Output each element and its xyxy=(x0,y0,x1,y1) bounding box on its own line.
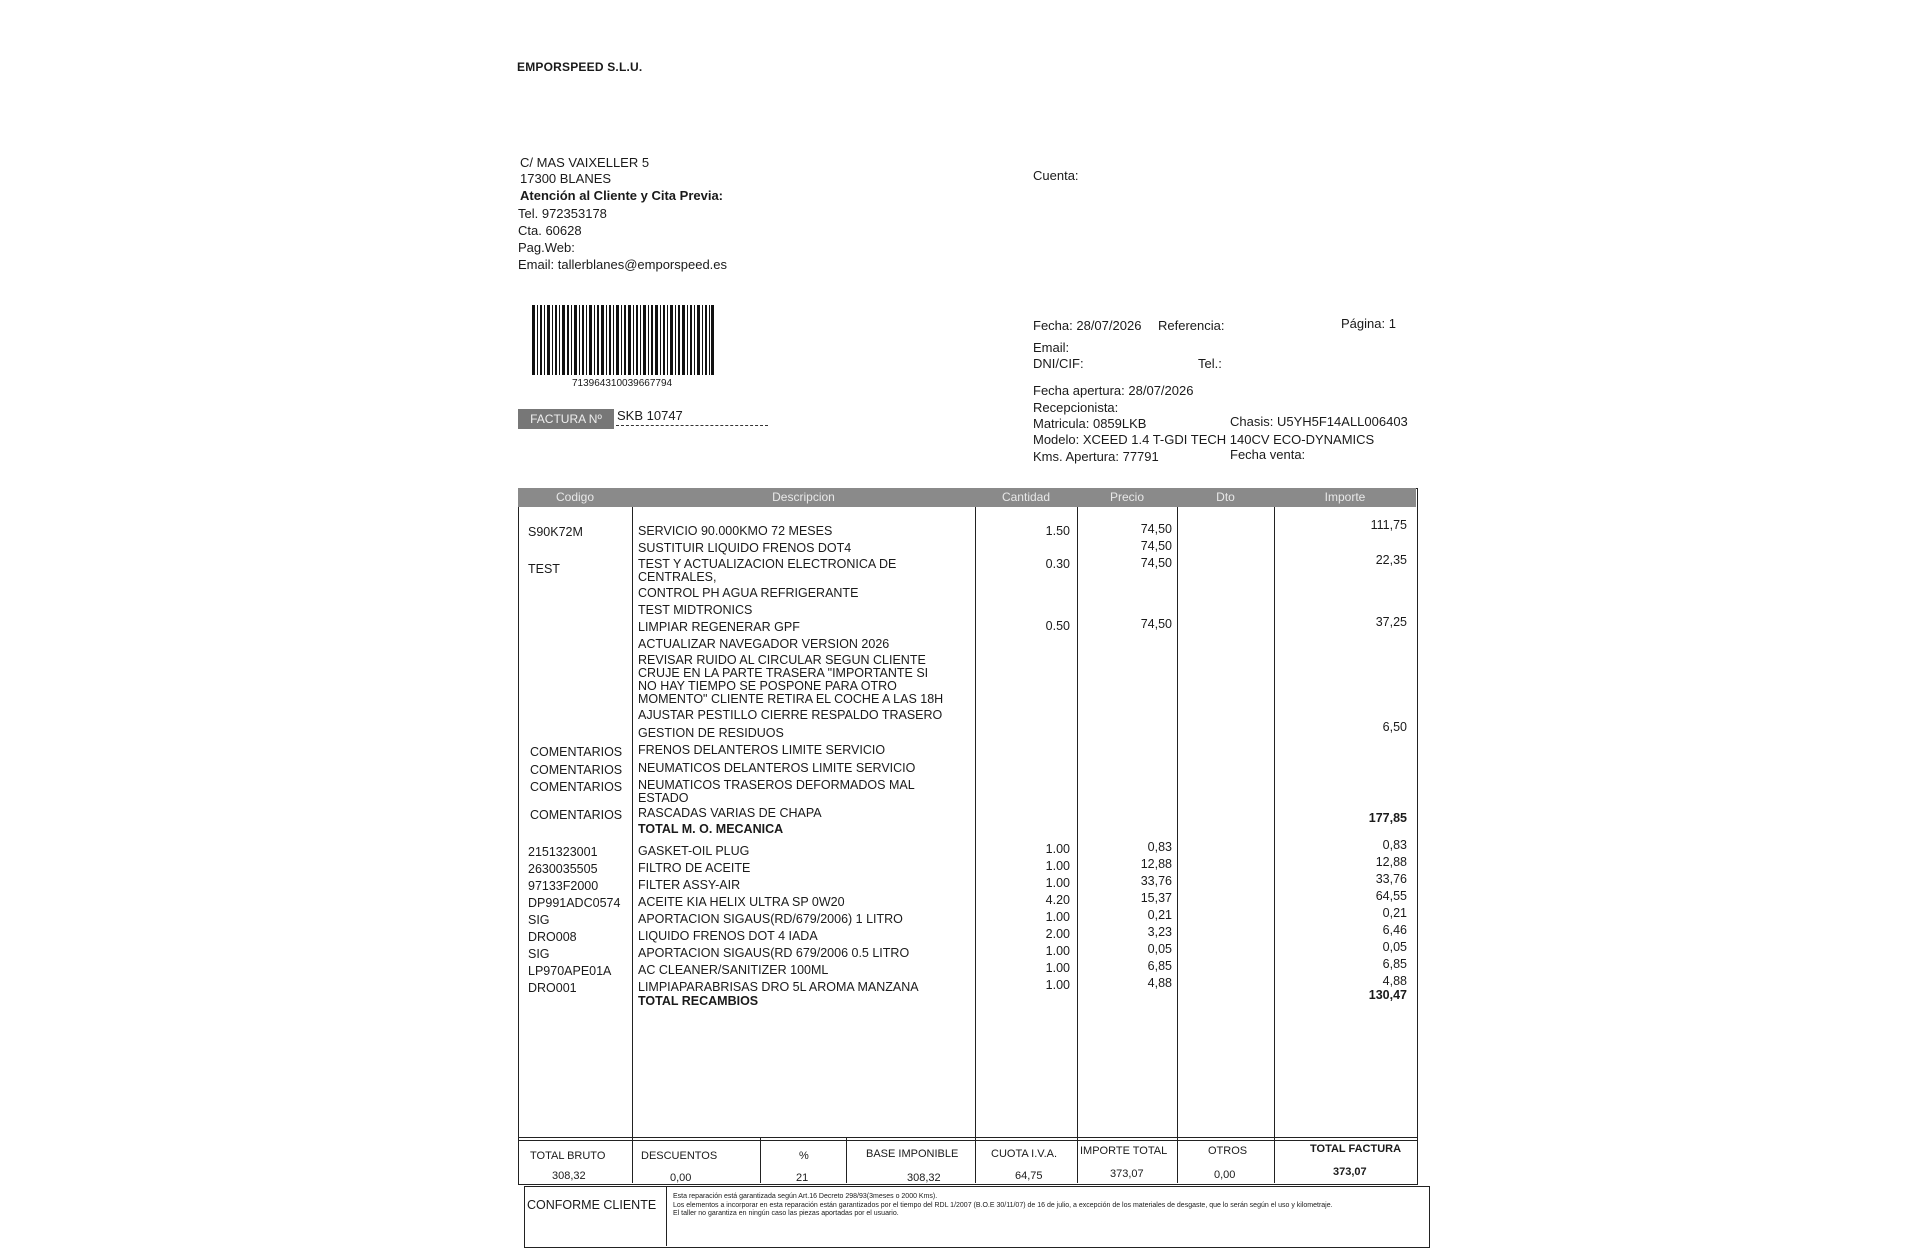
row-6-importe: 37,25 xyxy=(1375,615,1407,629)
row-21-codigo: DRO008 xyxy=(528,930,577,944)
conforme-divider xyxy=(666,1186,667,1246)
divider-codigo xyxy=(632,507,633,1139)
row-17-precio: 12,88 xyxy=(1140,857,1172,871)
total-factura-value: 373,07 xyxy=(1333,1166,1367,1178)
legal-notice: Esta reparación está garantizada según Art.16 Decreto 298/93(3meses o 2000 Kms). Los elementos a incorporar en esta reparación están garantizados por el tiempo del RDL 1/2007 (B.O.E 30/11/07) de 16 de julio, a excepción de los materiales de desgaste, que lo serán según el uso y kilometraje. El taller no garantiza en ningún caso las piezas aportadas por el usuario. xyxy=(673,1193,1333,1217)
totals-div-3 xyxy=(846,1137,847,1183)
row-10-importe: 6,50 xyxy=(1382,720,1407,734)
row-24-codigo: DRO001 xyxy=(528,981,577,995)
row-3-importe: 22,35 xyxy=(1375,553,1407,567)
row-17-descripcion: FILTRO DE ACEITE xyxy=(638,861,751,875)
row-23-descripcion: AC CLEANER/SANITIZER 100ML xyxy=(638,963,829,977)
barcode-number: 713964310039667794 xyxy=(572,378,673,389)
row-1-precio: 74,50 xyxy=(1140,522,1172,536)
address-cta: Cta. 60628 xyxy=(518,223,582,238)
row-12-descripcion: NEUMATICOS DELANTEROS LIMITE SERVICIO xyxy=(638,761,916,775)
row-18-descripcion: FILTER ASSY-AIR xyxy=(638,878,741,892)
descuentos-label: DESCUENTOS xyxy=(641,1150,718,1162)
company-name: EMPORSPEED S.L.U. xyxy=(517,60,643,74)
row-1-importe: 111,75 xyxy=(1370,518,1407,532)
row-14-descripcion: RASCADAS VARIAS DE CHAPA xyxy=(638,806,822,820)
row-23-precio: 6,85 xyxy=(1147,959,1172,973)
row-3-cantidad: 0.30 xyxy=(1045,557,1070,571)
row-8-descripcion: REVISAR RUIDO AL CIRCULAR SEGUN CLIENTE CRUJE EN LA PARTE TRASERA "IMPORTANTE SI NO HAY TIEMPO SE POSPONE PARA OTRO MOMENTO" CLIENTE RETIRA EL COCHE A LAS 18H xyxy=(638,653,944,706)
row-12-codigo: COMENTARIOS xyxy=(530,763,623,777)
row-16-cantidad: 1.00 xyxy=(1045,842,1070,856)
row-3-descripcion: TEST Y ACTUALIZACION ELECTRONICA DE CENTRALES, xyxy=(638,557,897,584)
row-23-cantidad: 1.00 xyxy=(1045,961,1070,975)
row-14-importe: 177,85 xyxy=(1368,811,1407,825)
row-6-precio: 74,50 xyxy=(1140,617,1172,631)
otros-value: 0,00 xyxy=(1214,1169,1236,1181)
address-street: C/ MAS VAIXELLER 5 xyxy=(520,155,650,170)
matricula: Matricula: 0859LKB xyxy=(1033,416,1147,431)
divider-cantidad xyxy=(1077,507,1078,1139)
header-cantidad: Cantidad xyxy=(1001,490,1051,504)
total-recambios-value: 130,47 xyxy=(1368,988,1407,1002)
totals-div-4 xyxy=(975,1137,976,1183)
row-17-cantidad: 1.00 xyxy=(1045,859,1070,873)
barcode-image xyxy=(532,305,714,375)
chasis: Chasis: U5YH5F14ALL006403 xyxy=(1230,414,1408,429)
otros-label: OTROS xyxy=(1208,1145,1248,1157)
row-22-precio: 0,05 xyxy=(1147,942,1172,956)
divider-precio xyxy=(1177,507,1178,1139)
row-19-importe: 64,55 xyxy=(1375,889,1407,903)
referencia-label: Referencia: xyxy=(1158,318,1225,333)
row-1-descripcion: SERVICIO 90.000KMO 72 MESES xyxy=(638,524,833,538)
base-imponible-label: BASE IMPONIBLE xyxy=(866,1148,959,1160)
pagina: Página: 1 xyxy=(1341,316,1396,331)
fecha: Fecha: 28/07/2026 xyxy=(1033,318,1142,333)
fecha-apertura: Fecha apertura: 28/07/2026 xyxy=(1033,383,1194,398)
row-3-codigo: TEST xyxy=(528,562,560,576)
header-dto: Dto xyxy=(1216,490,1235,504)
row-19-descripcion: ACEITE KIA HELIX ULTRA SP 0W20 xyxy=(638,895,845,909)
row-4-descripcion: CONTROL PH AGUA REFRIGERANTE xyxy=(638,586,859,600)
row-18-codigo: 97133F2000 xyxy=(528,879,599,893)
row-23-codigo: LP970APE01A xyxy=(528,964,612,978)
tel-label: Tel.: xyxy=(1198,356,1222,371)
row-6-descripcion: LIMPIAR REGENERAR GPF xyxy=(638,620,800,634)
pct-value: 21 xyxy=(796,1172,809,1184)
row-18-precio: 33,76 xyxy=(1140,874,1172,888)
email-label: Email: xyxy=(1033,340,1070,355)
row-18-importe: 33,76 xyxy=(1375,872,1407,886)
cuenta-label: Cuenta: xyxy=(1033,168,1079,183)
row-19-precio: 15,37 xyxy=(1140,891,1172,905)
factura-label: FACTURA Nº xyxy=(518,409,614,429)
fecha-venta-label: Fecha venta: xyxy=(1230,447,1306,462)
totals-div-1 xyxy=(632,1137,633,1183)
row-22-importe: 0,05 xyxy=(1382,940,1407,954)
recepcionista-label: Recepcionista: xyxy=(1033,400,1119,415)
row-16-codigo: 2151323001 xyxy=(528,845,598,859)
row-6-cantidad: 0.50 xyxy=(1045,619,1070,633)
divider-dto xyxy=(1274,507,1275,1139)
total-bruto-value: 308,32 xyxy=(552,1170,586,1182)
row-16-precio: 0,83 xyxy=(1147,840,1172,854)
total-recambios-label: TOTAL RECAMBIOS xyxy=(638,994,759,1008)
row-3-precio: 74,50 xyxy=(1140,556,1172,570)
row-24-descripcion: LIMPIAPARABRISAS DRO 5L AROMA MANZANA xyxy=(638,980,919,994)
row-17-importe: 12,88 xyxy=(1375,855,1407,869)
total-bruto-label: TOTAL BRUTO xyxy=(530,1150,606,1162)
row-23-importe: 6,85 xyxy=(1382,957,1407,971)
header-codigo: Codigo xyxy=(555,490,595,504)
row-20-cantidad: 1.00 xyxy=(1045,910,1070,924)
dni-label: DNI/CIF: xyxy=(1033,356,1084,371)
row-11-descripcion: FRENOS DELANTEROS LIMITE SERVICIO xyxy=(638,743,886,757)
row-22-cantidad: 1.00 xyxy=(1045,944,1070,958)
importe-total-label: IMPORTE TOTAL xyxy=(1080,1145,1168,1157)
row-18-cantidad: 1.00 xyxy=(1045,876,1070,890)
address-email: Email: tallerblanes@emporspeed.es xyxy=(518,257,728,272)
row-13-codigo: COMENTARIOS xyxy=(530,780,623,794)
address-city: 17300 BLANES xyxy=(520,171,612,186)
factura-number: SKB 10747 xyxy=(617,408,683,423)
row-20-importe: 0,21 xyxy=(1382,906,1407,920)
address-tel: Tel. 972353178 xyxy=(518,206,607,221)
row-1-cantidad: 1.50 xyxy=(1045,524,1070,538)
importe-total-value: 373,07 xyxy=(1110,1168,1144,1180)
row-13-descripcion: NEUMATICOS TRASEROS DEFORMADOS MAL ESTADO xyxy=(638,778,915,805)
row-21-importe: 6,46 xyxy=(1382,923,1407,937)
header-precio: Precio xyxy=(1109,490,1144,504)
row-20-descripcion: APORTACION SIGAUS(RD/679/2006) 1 LITRO xyxy=(638,912,903,926)
row-19-cantidad: 4.20 xyxy=(1045,893,1070,907)
header-descripcion: Descripcion xyxy=(772,490,835,504)
row-1-codigo: S90K72M xyxy=(528,525,583,539)
factura-underline xyxy=(616,425,768,426)
row-21-descripcion: LIQUIDO FRENOS DOT 4 IADA xyxy=(638,929,818,943)
conforme-cliente-label: CONFORME CLIENTE xyxy=(527,1198,657,1212)
cuota-iva-label: CUOTA I.V.A. xyxy=(991,1148,1058,1160)
row-2-precio: 74,50 xyxy=(1140,539,1172,553)
row-24-cantidad: 1.00 xyxy=(1045,978,1070,992)
row-20-codigo: SIG xyxy=(528,913,550,927)
modelo: Modelo: XCEED 1.4 T-GDI TECH 140CV ECO-DYNAMICS xyxy=(1033,432,1375,447)
cuota-iva-value: 64,75 xyxy=(1015,1170,1043,1182)
row-9-descripcion: AJUSTAR PESTILLO CIERRE RESPALDO TRASERO xyxy=(638,708,943,722)
divider-descripcion xyxy=(975,507,976,1139)
header-importe: Importe xyxy=(1324,490,1366,504)
row-24-precio: 4,88 xyxy=(1147,976,1172,990)
row-16-importe: 0,83 xyxy=(1382,838,1407,852)
row-21-cantidad: 2.00 xyxy=(1045,927,1070,941)
base-imponible-value: 308,32 xyxy=(907,1172,941,1184)
row-2-descripcion: SUSTITUIR LIQUIDO FRENOS DOT4 xyxy=(638,541,852,555)
address-web: Pag.Web: xyxy=(518,240,575,255)
total-mo-mecanica-label: TOTAL M. O. MECANICA xyxy=(638,822,784,836)
row-22-descripcion: APORTACION SIGAUS(RD 679/2006 0.5 LITRO xyxy=(638,946,910,960)
totals-div-7 xyxy=(1274,1137,1275,1183)
row-17-codigo: 2630035505 xyxy=(528,862,598,876)
row-16-descripcion: GASKET-OIL PLUG xyxy=(638,844,750,858)
row-11-codigo: COMENTARIOS xyxy=(530,745,623,759)
totals-div-5 xyxy=(1077,1137,1078,1183)
row-19-codigo: DP991ADC0574 xyxy=(528,896,621,910)
total-factura-label: TOTAL FACTURA xyxy=(1310,1143,1402,1155)
attention-label: Atención al Cliente y Cita Previa: xyxy=(520,188,724,203)
row-21-precio: 3,23 xyxy=(1147,925,1172,939)
row-14-codigo: COMENTARIOS xyxy=(530,808,623,822)
row-24-importe: 4,88 xyxy=(1382,974,1407,988)
row-5-descripcion: TEST MIDTRONICS xyxy=(638,603,753,617)
row-20-precio: 0,21 xyxy=(1147,908,1172,922)
row-22-codigo: SIG xyxy=(528,947,550,961)
pct-label: % xyxy=(799,1150,809,1162)
row-7-descripcion: ACTUALIZAR NAVEGADOR VERSION 2026 xyxy=(638,637,890,651)
totals-div-2 xyxy=(760,1137,761,1183)
descuentos-value: 0,00 xyxy=(670,1172,692,1184)
totals-div-6 xyxy=(1177,1137,1178,1183)
row-10-descripcion: GESTION DE RESIDUOS xyxy=(638,726,784,740)
kms-apertura: Kms. Apertura: 77791 xyxy=(1033,449,1159,464)
